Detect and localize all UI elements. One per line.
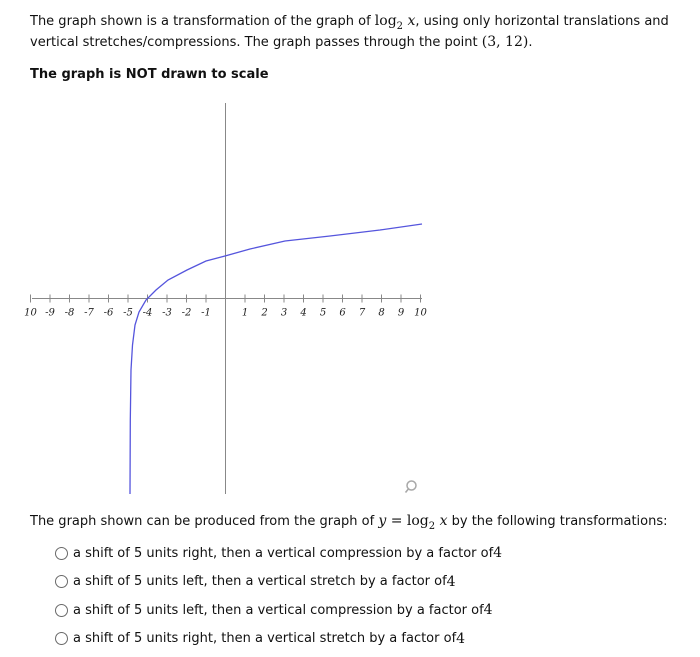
- x-tick-label: 7: [358, 307, 366, 319]
- statement-text-b: , using only horizontal translations and vertical stretches/compressions. The graph passes through the point: [30, 14, 669, 50]
- choice-factor: 4: [446, 573, 456, 590]
- choice-factor: 4: [456, 630, 466, 647]
- x-tick-label: 10: [24, 307, 37, 319]
- choice-text: a shift of 5 units right, then a vertical compression by a factor of: [73, 545, 494, 561]
- x-tick-label: -5: [123, 307, 133, 319]
- x-tick-label: 3: [280, 307, 288, 319]
- x-tick-label: 9: [397, 307, 405, 319]
- x-tick-label: -8: [64, 307, 75, 319]
- radio-button[interactable]: [55, 632, 68, 645]
- x-tick-label: 4: [300, 307, 307, 319]
- x-tick-label: 6: [339, 307, 346, 319]
- x-tick-label: 10: [414, 307, 427, 319]
- choice-option-1[interactable]: [55, 539, 502, 568]
- x-tick-label: -9: [45, 307, 55, 319]
- choice-option-2[interactable]: [55, 568, 502, 597]
- point-expression: (3, 12): [481, 34, 529, 50]
- x-tick-label: -1: [201, 307, 211, 319]
- radio-button[interactable]: [55, 575, 68, 588]
- x-tick-label: -2: [181, 307, 192, 319]
- statement-text-a: The graph shown is a transformation of the graph of: [30, 14, 375, 29]
- question-prompt: The graph shown can be produced from the graph of $y = \log_2 x$ by the following transformations:: [30, 513, 668, 532]
- question-equation: $y = \log_2 x$: [378, 513, 448, 532]
- problem-statement: The graph shown is a transformation of the graph of $\log_2 x$, using only horizontal translations and vertical stretches/compressions. The graph passes through the point (3, 12).: [30, 13, 669, 50]
- radio-button[interactable]: [55, 604, 68, 617]
- log-curve: [130, 224, 422, 494]
- choice-text: a shift of 5 units left, then a vertical compression by a factor of: [73, 602, 484, 618]
- x-tick-label: -6: [103, 307, 114, 319]
- choice-option-4[interactable]: [55, 625, 502, 654]
- choice-factor: 4: [483, 602, 493, 619]
- x-tick-label: -3: [162, 307, 172, 319]
- scale-note: The graph is NOT drawn to scale: [30, 67, 269, 82]
- x-tick-label: 2: [261, 307, 268, 319]
- x-tick-label: 5: [319, 307, 327, 319]
- x-tick-label: -4: [142, 307, 153, 319]
- choice-option-3[interactable]: [55, 596, 502, 625]
- answer-choices: [55, 539, 502, 653]
- choice-factor: 4: [493, 545, 503, 562]
- x-tick-label: -7: [84, 307, 94, 319]
- log-expression: $\log_2 x$: [374, 13, 416, 32]
- x-tick-label: 8: [378, 307, 385, 319]
- choice-text: a shift of 5 units right, then a vertical stretch by a factor of: [73, 631, 457, 647]
- choice-text: a shift of 5 units left, then a vertical stretch by a factor of: [73, 574, 447, 590]
- radio-button[interactable]: [55, 547, 68, 560]
- magnifier-icon[interactable]: [404, 478, 422, 496]
- x-tick-label: 1: [241, 307, 249, 319]
